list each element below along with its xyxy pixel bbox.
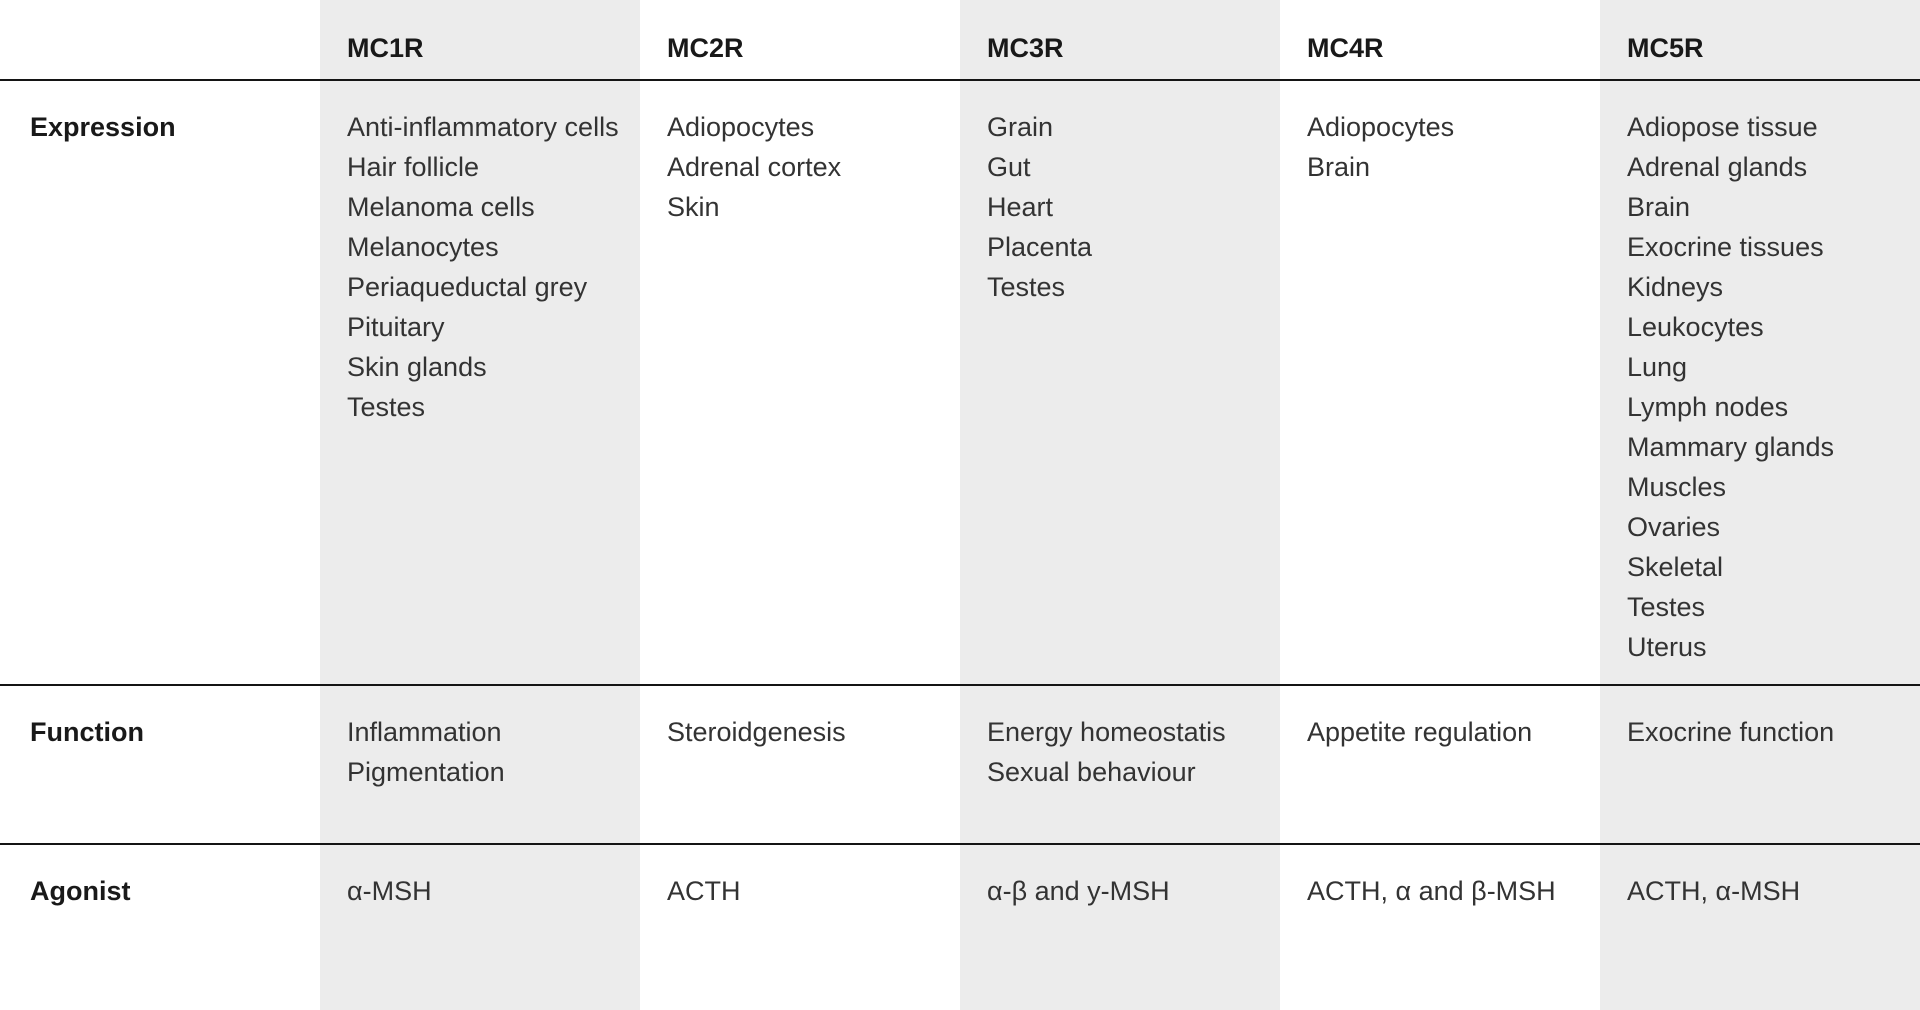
cell-line: Uterus	[1627, 632, 1707, 662]
cell-line: Placenta	[987, 232, 1093, 262]
cell-line: Testes	[1627, 592, 1706, 622]
cell-function-mc3r	[960, 686, 1280, 843]
cell-expression-mc1r	[320, 81, 640, 684]
cell-line: ACTH, α and β-MSH	[1307, 876, 1556, 906]
cell-line: Mammary glands	[1627, 432, 1835, 462]
header-corner-cell	[0, 0, 320, 79]
cell-line: Brain	[1307, 152, 1371, 182]
cell-line: Leukocytes	[1627, 312, 1764, 342]
cell-line: Testes	[347, 392, 426, 422]
cell-line: Skin glands	[347, 352, 487, 382]
cell-line: Steroidgenesis	[667, 717, 846, 747]
cell-line: Pigmentation	[347, 757, 505, 787]
cell-expression-mc4r	[1280, 81, 1600, 684]
cell-line: Inflammation	[347, 717, 502, 747]
cell-line: Skin	[667, 192, 720, 222]
cell-agonist-mc2r	[640, 845, 960, 1010]
cell-line: Muscles	[1627, 472, 1727, 502]
cell-line: Ovaries	[1627, 512, 1721, 542]
cell-agonist-mc4r	[1280, 845, 1600, 1010]
cell-line: Adiopocytes	[667, 112, 815, 142]
cell-line: Periaqueductal grey	[347, 272, 588, 302]
cell-function-mc1r	[320, 686, 640, 843]
cell-line: Exocrine function	[1627, 717, 1835, 747]
cell-line: Energy homeostatis	[987, 717, 1226, 747]
cell-function-mc5r	[1600, 686, 1920, 843]
cell-expression-mc5r	[1600, 81, 1920, 684]
cell-line: Exocrine tissues	[1627, 232, 1824, 262]
cell-line: Adrenal cortex	[667, 152, 842, 182]
cell-line: Heart	[987, 192, 1054, 222]
cell-line: Testes	[987, 272, 1066, 302]
column-header-mc5r: MC5R	[1600, 0, 1920, 79]
row-label-function: Function	[30, 717, 144, 747]
row-label-expression: Expression	[30, 112, 176, 142]
cell-line: Gut	[987, 152, 1031, 182]
cell-line: ACTH, α-MSH	[1627, 876, 1801, 906]
cell-line: ACTH	[667, 876, 741, 906]
cell-line: Lung	[1627, 352, 1688, 382]
cell-line: Grain	[987, 112, 1054, 142]
cell-line: Anti-inflammatory cells	[347, 112, 619, 142]
cell-line: Melanoma cells	[347, 192, 535, 222]
cell-line: Kidneys	[1627, 272, 1724, 302]
cell-line: Hair follicle	[347, 152, 480, 182]
table-row-agonist	[0, 845, 1920, 1010]
cell-expression-mc2r	[640, 81, 960, 684]
cell-line: Adiopocytes	[1307, 112, 1455, 142]
cell-agonist-mc1r	[320, 845, 640, 1010]
cell-line: α-MSH	[347, 876, 432, 906]
cell-line: Pituitary	[347, 312, 445, 342]
cell-expression-mc3r	[960, 81, 1280, 684]
cell-line: Sexual behaviour	[987, 757, 1196, 787]
table-row-function	[0, 686, 1920, 845]
cell-function-mc2r	[640, 686, 960, 843]
column-header-mc1r: MC1R	[320, 0, 640, 79]
cell-line: Brain	[1627, 192, 1691, 222]
cell-line: Lymph nodes	[1627, 392, 1789, 422]
cell-agonist-mc3r	[960, 845, 1280, 1010]
column-header-mc2r: MC2R	[667, 33, 744, 63]
table-header-row	[0, 0, 1920, 81]
cell-line: Adiopose tissue	[1627, 112, 1818, 142]
cell-function-mc4r	[1280, 686, 1600, 843]
column-header-mc3r: MC3R	[960, 0, 1280, 79]
table-row-expression	[0, 81, 1920, 686]
cell-line: Appetite regulation	[1307, 717, 1533, 747]
cell-line: α-β and y-MSH	[987, 876, 1170, 906]
cell-agonist-mc5r	[1600, 845, 1920, 1010]
row-label-agonist: Agonist	[30, 876, 131, 906]
cell-line: Melanocytes	[347, 232, 499, 262]
cell-line: Adrenal glands	[1627, 152, 1808, 182]
column-header-mc4r: MC4R	[1307, 33, 1384, 63]
cell-line: Skeletal	[1627, 552, 1724, 582]
